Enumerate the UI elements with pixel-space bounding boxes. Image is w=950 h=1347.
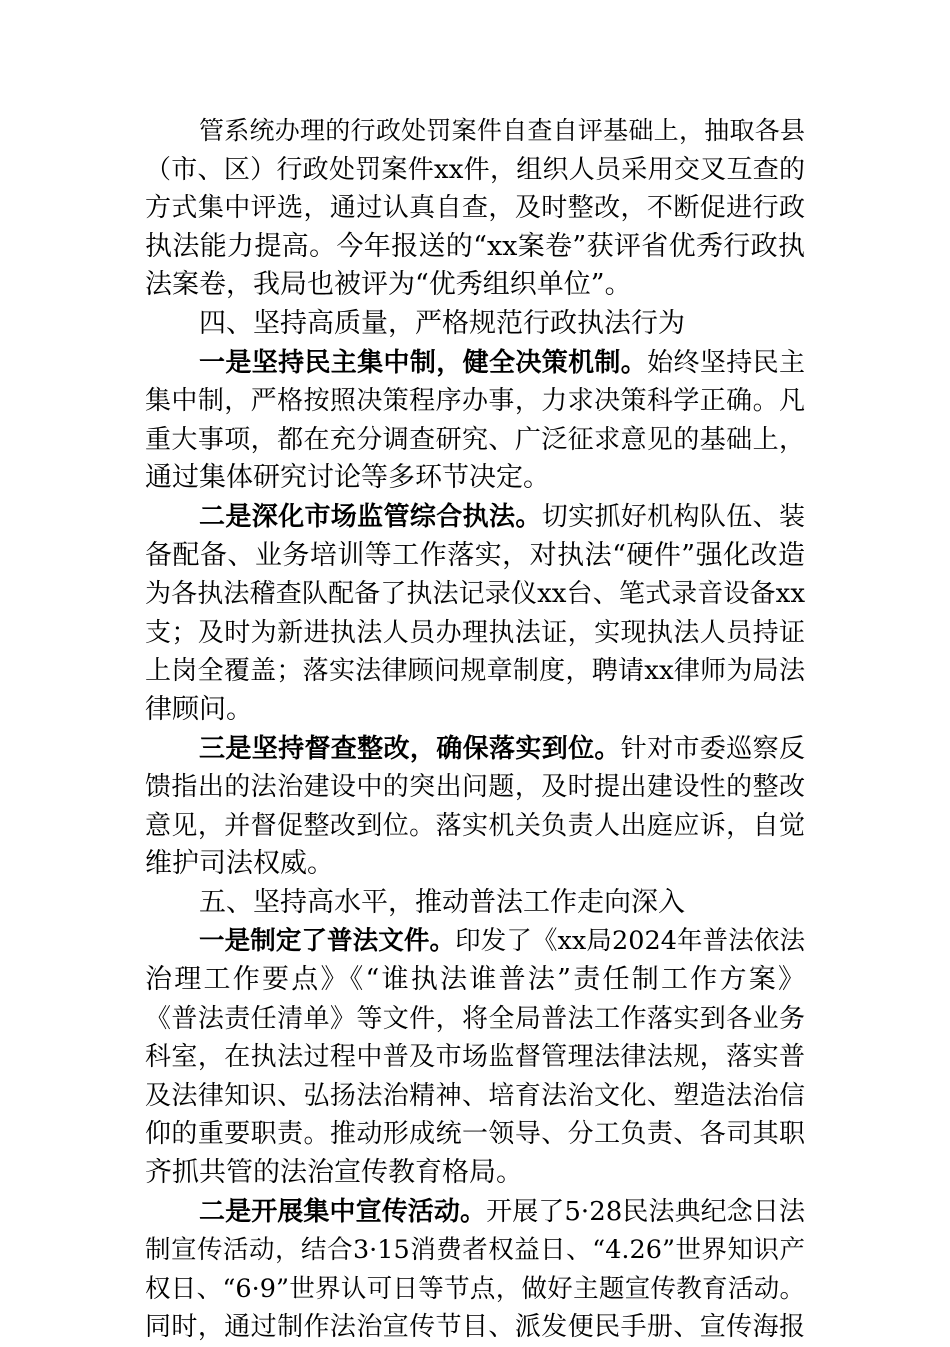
- paragraph-line: [145, 498, 805, 537]
- paragraph-line: [145, 1193, 805, 1232]
- paragraph-line: [145, 807, 805, 846]
- paragraph-line: [145, 421, 805, 460]
- line-text: 《普法责任清单》等文件，将全局普法工作落实到各业务: [145, 1003, 805, 1034]
- paragraph-line: [145, 1077, 805, 1116]
- line-text: 律顾问。: [145, 693, 253, 725]
- paragraph-line: [145, 344, 805, 383]
- paragraph-line: [145, 266, 805, 305]
- paragraph-line: [145, 1231, 805, 1270]
- paragraph-line: [145, 537, 805, 576]
- document-page: [145, 112, 805, 1347]
- paragraph-line: [145, 1270, 805, 1309]
- paragraph-line: [145, 382, 805, 421]
- line-text: 维护司法权威。: [145, 848, 334, 880]
- bold-lead-phrase: 三是坚持督查整改，确保落实到位。: [199, 733, 621, 764]
- line-text: 法案卷，我局也被评为“优秀组织单位”。: [145, 269, 632, 301]
- section-heading: [145, 884, 805, 923]
- bold-lead-phrase: 一是制定了普法文件。: [199, 926, 456, 957]
- line-text: 方式集中评选，通过认真自查，及时整改，不断促进行政: [145, 193, 805, 224]
- line-text: 权日、“6·9”世界认可日等节点，做好主题宣传教育活动。: [145, 1273, 805, 1304]
- paragraph-line: [145, 1154, 805, 1193]
- paragraph-line: [145, 652, 805, 691]
- line-text: 治理工作要点》《“谁执法谁普法”责任制工作方案》: [145, 964, 805, 996]
- line-text: 四、坚持高质量，严格规范行政执法行为: [199, 307, 685, 339]
- line-text: 切实抓好机构队伍、装: [541, 501, 805, 532]
- line-text: 馈指出的法治建设中的突出问题，及时提出建设性的整改: [145, 772, 805, 803]
- line-text: 为各执法稽查队配备了执法记录仪xx台、笔式录音设备xx: [145, 579, 805, 610]
- line-text: 备配备、业务培训等工作落实，对执法“硬件”强化改造: [145, 539, 805, 571]
- line-text: 五、坚持高水平，推动普法工作走向深入: [199, 886, 685, 918]
- paragraph-line: [145, 730, 805, 769]
- paragraph-line: [145, 1000, 805, 1039]
- line-text: 仰的重要职责。推动形成统一领导、分工负责、各司其职: [145, 1119, 805, 1150]
- section-heading: [145, 305, 805, 344]
- paragraph-line: [145, 961, 805, 1000]
- line-text: 科室，在执法过程中普及市场监督管理法律法规，落实普: [145, 1042, 805, 1073]
- bold-lead-phrase: 二是开展集中宣传活动。: [199, 1196, 487, 1227]
- line-text: 执法能力提高。今年报送的“xx案卷”获评省优秀行政执: [145, 230, 805, 262]
- bold-lead-phrase: 二是深化市场监管综合执法。: [199, 501, 542, 532]
- paragraph-line: [145, 112, 805, 151]
- line-text: 制宣传活动，结合3·15消费者权益日、“4.26”世界知识产: [145, 1235, 805, 1266]
- line-text: 通过集体研究讨论等多环节决定。: [145, 462, 550, 494]
- line-text: 开展了5·28民法典纪念日法: [486, 1196, 805, 1227]
- line-text: 意见，并督促整改到位。落实机关负责人出庭应诉，自觉: [145, 810, 805, 841]
- paragraph-line: [145, 768, 805, 807]
- paragraph-line: [145, 228, 805, 267]
- paragraph-line: [145, 614, 805, 653]
- line-text: 印发了《xx局2024年普法依法: [455, 926, 805, 957]
- line-text: 重大事项，都在充分调查研究、广泛征求意见的基础上，: [145, 424, 805, 455]
- paragraph-line: [145, 1308, 805, 1347]
- line-text: 管系统办理的行政处罚案件自查自评基础上，抽取各县: [199, 116, 805, 145]
- paragraph-line: [145, 691, 805, 730]
- paragraph-line: [145, 189, 805, 228]
- line-text: 支；及时为新进执法人员办理执法证，实现执法人员持证: [145, 617, 805, 648]
- line-text: （市、区）行政处罚案件xx件，组织人员采用交叉互查的: [145, 154, 805, 185]
- paragraph-line: [145, 151, 805, 190]
- line-text: 始终坚持民主: [647, 347, 805, 378]
- paragraph-line: [145, 922, 805, 961]
- line-text: 针对市委巡察反: [620, 733, 805, 764]
- bold-lead-phrase: 一是坚持民主集中制，健全决策机制。: [199, 347, 648, 378]
- paragraph-line: [145, 845, 805, 884]
- line-text: 上岗全覆盖；落实法律顾问规章制度，聘请xx律师为局法: [145, 656, 805, 687]
- line-text: 同时，通过制作法治宣传节目、派发便民手册、宣传海报: [145, 1312, 805, 1343]
- line-text: 及法律知识、弘扬法治精神、培育法治文化、塑造法治信: [145, 1080, 805, 1111]
- line-text: 集中制，严格按照决策程序办事，力求决策科学正确。凡: [145, 386, 805, 417]
- paragraph-line: [145, 1038, 805, 1077]
- line-text: 齐抓共管的法治宣传教育格局。: [145, 1157, 523, 1189]
- paragraph-line: [145, 459, 805, 498]
- paragraph-line: [145, 575, 805, 614]
- paragraph-line: [145, 1115, 805, 1154]
